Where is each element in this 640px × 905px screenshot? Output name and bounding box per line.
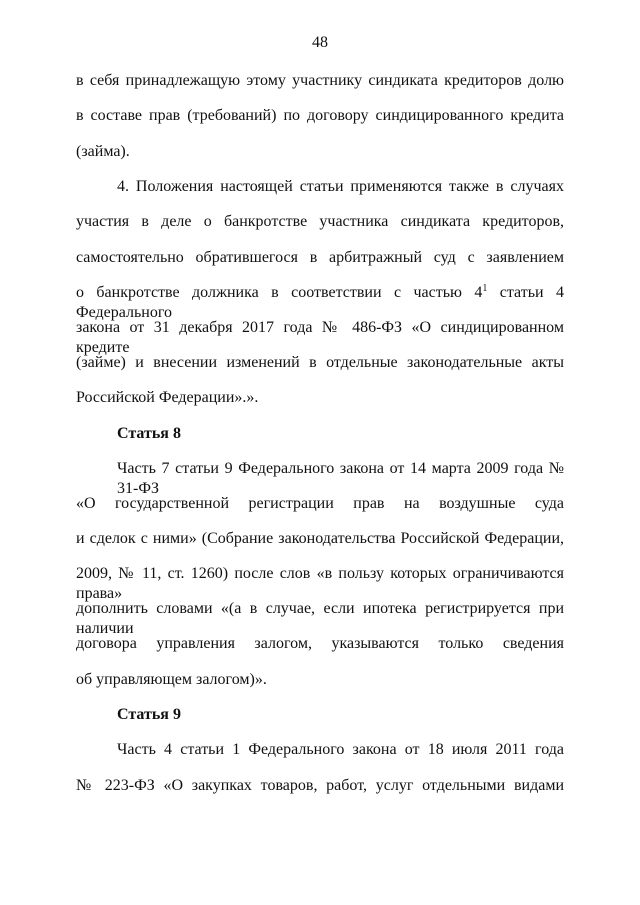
page-number: 48 — [312, 34, 328, 51]
text-fragment: статьи 4 Федерального — [76, 284, 565, 321]
superscript: 1 — [482, 283, 488, 294]
text-line: дополнить словами «(а в случае, если ипотека регистрируется при наличии — [76, 600, 564, 637]
text-line: «О государственной регистрации прав на воздушные суда — [76, 495, 564, 512]
text-line: Российской Федерации».». — [76, 389, 259, 406]
text-line: 4. Положения настоящей статьи применяются также в случаях — [117, 178, 564, 195]
text-line: и сделок с ними» (Собрание законодательства Российской Федерации, — [76, 530, 564, 547]
text-line: Часть 4 статьи 1 Федерального закона от 18 июля 2011 года — [117, 741, 564, 758]
text-line: самостоятельно обратившегося в арбитражный суд с заявлением — [76, 249, 564, 266]
text-line: 2009, № 11, ст. 1260) после слов «в пользу которых ограничиваются права» — [76, 565, 564, 602]
text-line: Часть 7 статьи 9 Федерального закона от 14 марта 2009 года № 31-ФЗ — [117, 460, 564, 497]
text-line: договора управления залогом, указываются только сведения — [76, 635, 564, 652]
text-fragment: о банкротстве должника в соответствии с частью 4 — [76, 284, 483, 301]
text-line: об управляющем залогом)». — [76, 671, 267, 688]
text-line: № 223-ФЗ «О закупках товаров, работ, услуг отдельными видами — [76, 777, 564, 794]
text-line: (займа). — [76, 143, 130, 160]
text-line: (займе) и внесении изменений в отдельные законодательные акты — [76, 354, 564, 371]
text-line-with-superscript — [76, 283, 565, 321]
text-line: закона от 31 декабря 2017 года № 486-ФЗ «О синдицированном кредите — [76, 319, 564, 356]
text-line: в себя принадлежащую этому участнику синдиката кредиторов долю — [76, 72, 564, 89]
text-line: в составе прав (требований) по договору синдицированного кредита — [76, 107, 564, 124]
article-heading: Статья 9 — [117, 706, 181, 723]
article-heading: Статья 8 — [117, 425, 181, 442]
text-line: участия в деле о банкротстве участника синдиката кредиторов, — [76, 213, 564, 230]
